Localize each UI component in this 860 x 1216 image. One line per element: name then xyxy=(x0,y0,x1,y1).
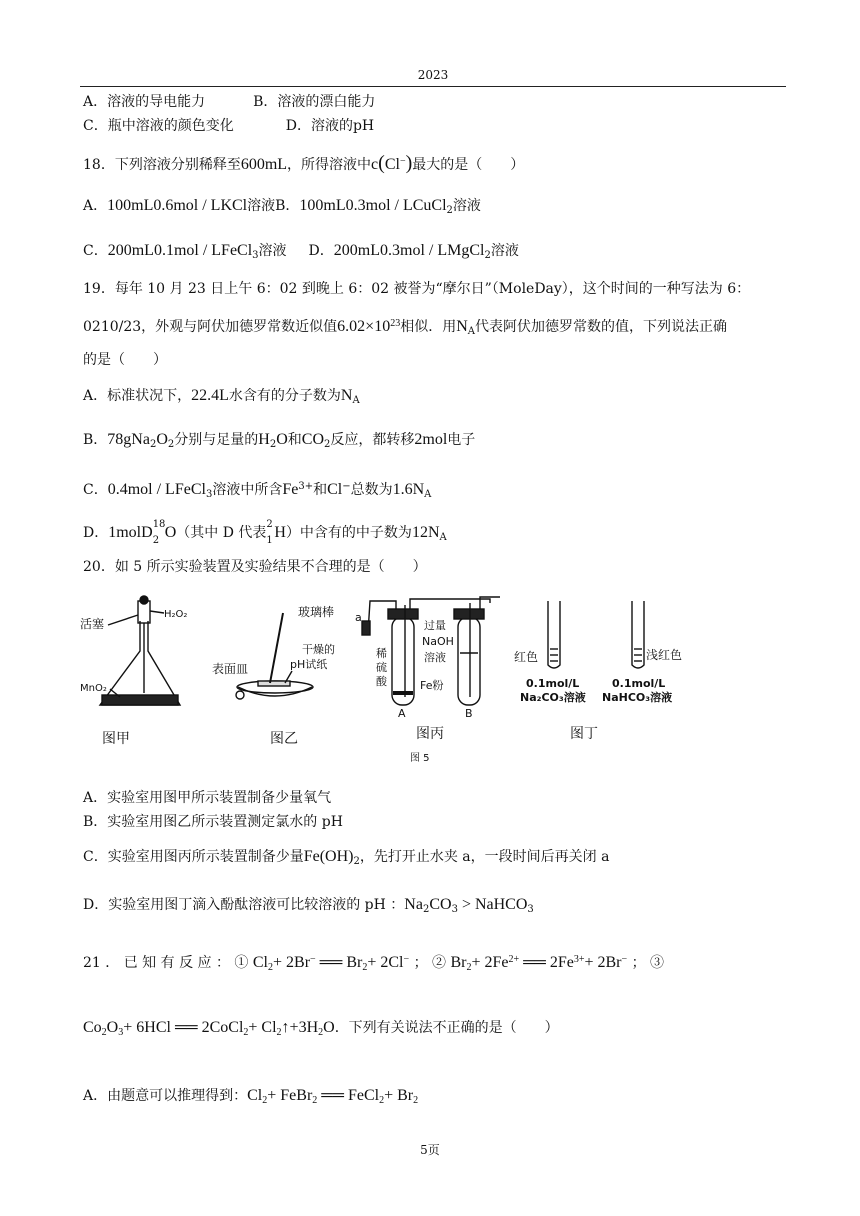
q19-na: N xyxy=(456,318,468,335)
q20-option-c[interactable]: C．实验室用图丙所示装置制备少量$Fe(OH)_2$，先打开止水夹 a，一段时间后再关闭 a xyxy=(83,848,610,867)
q20-d-gt: > NaHCO xyxy=(457,896,528,913)
q19-b-h: H xyxy=(258,431,270,448)
header-year: 2023 xyxy=(417,68,449,82)
q20-option-d[interactable]: D．实验室用图丁滴入酚酞溶液可比较溶液的 pH ：$Na_2CO_3$ > NaHCO$_3$ xyxy=(83,896,534,915)
q18-b-formula: 100mL0.3mol / LCuCl xyxy=(299,197,447,214)
q18-conc-expr: c(Cl−) xyxy=(371,152,413,174)
q19-b-mol: 2mol xyxy=(414,431,448,448)
label-mno2: MnO₂ xyxy=(80,683,107,694)
q19-b-val: 78gNa xyxy=(107,431,150,448)
q19-line2-post: 代表阿伏加德罗常数的值，下列说法正确 xyxy=(475,319,727,335)
q19-d-h: H xyxy=(274,524,286,541)
q18-a-post: 溶液 xyxy=(247,198,276,214)
q17-option-a[interactable]: A．溶液的导电能力 xyxy=(83,94,206,110)
q19-a-pre: A．标准状况下， xyxy=(83,388,192,404)
q20-d-f1: Na xyxy=(404,896,423,913)
q18-d-label: D． xyxy=(308,243,334,259)
q19-a-na: N xyxy=(340,387,353,404)
q20-c-formula: Fe(OH) xyxy=(303,848,354,865)
q17-row-ab xyxy=(83,92,375,112)
q20-option-b[interactable]: B．实验室用图乙所示装置测定氯水的 pH xyxy=(83,814,343,830)
q19-stem-line1: 19．每年 10 月 23 日上午 6：02 到晚上 6：02 被誉为“摩尔日”（MoleDay），这个时间的一种写法为 6： xyxy=(83,281,751,297)
q19-d-val: 1molD xyxy=(108,524,153,541)
label-dry: 干燥的 xyxy=(302,643,335,656)
q19-b-t4: 电子 xyxy=(447,432,476,448)
q18-row-cd xyxy=(83,241,519,266)
label-nahco3: NaHCO₃溶液 xyxy=(602,691,673,704)
q19-d-sup: 18 xyxy=(152,519,166,530)
q19-c-cl: Cl xyxy=(327,481,343,498)
q18-row-ab xyxy=(83,196,481,221)
q19-d-pre: D． xyxy=(83,525,109,541)
q21-reaction-1: $Cl_2+ 2Br^-$ ══ $Br_2+ 2Cl^-$ xyxy=(252,954,410,973)
caption-bing: 图丙 xyxy=(416,726,444,742)
q21-stem-post: ．下列有关说法不正确的是（ ） xyxy=(334,1020,559,1036)
q21-stem-line2 xyxy=(83,1018,559,1043)
q19-c-fesup: 3+ xyxy=(298,481,314,492)
q19-b-t1: 分别与足量的 xyxy=(174,432,259,448)
q18-c: c xyxy=(371,156,379,173)
q20-d-pre: D．实验室用图丁滴入酚酞溶液可比较溶液的 pH ： xyxy=(83,897,405,913)
q18-a-formula: 100mL0.6mol / LKCl xyxy=(107,197,248,214)
q21-pre: 21 ． 已 知 有 反 应 ： ① xyxy=(83,955,249,971)
label-clip-a: a xyxy=(355,611,362,624)
q19-d-o: O xyxy=(164,524,177,541)
page-header xyxy=(80,68,786,87)
q18-stem-text: 18．下列溶液分别稀释至 xyxy=(83,157,241,173)
q21-a-pre: A．由题意可以推理得到： xyxy=(83,1088,248,1104)
q19-b-t3: 反应，都转移 xyxy=(330,432,415,448)
q18-c-formula: 200mL0.1mol / LFeCl xyxy=(107,242,253,259)
q18-d-post: 溶液 xyxy=(490,243,519,259)
label-acid-1: 稀 xyxy=(376,647,387,660)
q19-stem-line3: 的是（ ） xyxy=(83,352,167,368)
q17-option-c[interactable]: C．瓶中溶液的颜色变化 xyxy=(83,118,234,134)
q21-stem-line1 xyxy=(83,950,664,978)
q19-option-d[interactable]: D．1molD 18 2 O（其中 D 代表 2 1 H）中含有的中子数为$12N_A$ xyxy=(83,523,447,548)
q19-d-na: 12N xyxy=(411,524,440,541)
q19-b-pre: B． xyxy=(83,432,108,448)
apparatus-ding xyxy=(514,601,682,742)
q20-option-a[interactable]: A．实验室用图甲所示装置制备少量氧气 xyxy=(83,790,332,806)
label-conc-2: 0.1mol/L xyxy=(612,677,666,690)
label-h2o2: H₂O₂ xyxy=(164,609,188,620)
q19-option-a[interactable]: A．标准状况下，22.4L水含有的分子数为$N_A$ xyxy=(83,387,360,406)
q18-c-post: 溶液 xyxy=(258,243,287,259)
q19-c-fe: Fe xyxy=(282,481,299,498)
q21-reaction-2: $Br_2+ 2Fe^{2+}$ ══ $2Fe^{3+}+ 2Br^-$ xyxy=(450,954,628,973)
q19-option-b[interactable]: B．$78gNa_2O_2$分别与足量的$H_2O$和$CO_2$反应，都转移2mol电子 xyxy=(83,431,476,450)
q19-d-t2: ）中含有的中子数为 xyxy=(285,525,412,541)
q17-option-d[interactable]: D．溶液的pH xyxy=(285,118,375,134)
label-excess: 过量 xyxy=(424,619,446,632)
q19-c-t1: 溶液中所含 xyxy=(212,482,283,498)
figure-number: 图 5 xyxy=(410,753,430,764)
q18-a-label: A． xyxy=(83,198,108,214)
q19-avogadro-value xyxy=(337,318,400,335)
q18-option-a[interactable] xyxy=(83,198,275,214)
q19-line2-mid: 相似．用 xyxy=(400,319,457,335)
q20-c-pre: C．实验室用图丙所示装置制备少量 xyxy=(83,849,304,865)
label-acid-2: 硫 xyxy=(376,661,387,674)
caption-yi: 图乙 xyxy=(270,731,298,747)
q19-exp: 23 xyxy=(390,318,401,329)
q21-reaction-3: $Co_2O_3+ 6HCl$ ══ 2CoCl$_2$+ $Cl_2↑+3H_2O$ xyxy=(83,1019,335,1038)
q19-a-val: 22.4L xyxy=(191,387,229,404)
q19-c-pre: C． xyxy=(83,482,108,498)
q20-c-post: ，先打开止水夹 a，一段时间后再关闭 a xyxy=(359,849,610,865)
q18-stem xyxy=(83,152,524,175)
q19-option-c[interactable]: C．0.4mol / LFeCl$_3$溶液中所含$Fe^{3+}$和Cl−总数为$1.6N_A$ xyxy=(83,481,432,500)
q19-c-t3: 总数为 xyxy=(350,482,393,498)
label-tube-a: A xyxy=(398,707,406,720)
q19-b-t2: 和 xyxy=(287,432,302,448)
label-na2co3: Na₂CO₃溶液 xyxy=(520,691,586,704)
apparatus-bing xyxy=(355,597,500,764)
caption-jia: 图甲 xyxy=(102,731,130,747)
q19-b-o: O xyxy=(156,431,168,448)
q18-stem-mid: ，所得溶液中 xyxy=(287,157,372,173)
label-ph-paper: pH试纸 xyxy=(290,658,328,671)
q21-sep1: ； ② xyxy=(413,955,447,971)
q19-num: 6.02×10 xyxy=(337,318,391,335)
q18-b-label: B． xyxy=(275,198,300,214)
label-acid-3: 酸 xyxy=(376,675,387,688)
q19-c-na: 1.6N xyxy=(392,481,425,498)
label-light-red: 浅红色 xyxy=(646,648,683,662)
q19-b-o2: O xyxy=(276,431,288,448)
label-watch-glass: 表面皿 xyxy=(212,662,249,676)
q18-volume: 600mL xyxy=(240,156,288,173)
caption-ding: 图丁 xyxy=(570,726,598,742)
label-conc-1: 0.1mol/L xyxy=(526,677,580,690)
q19-c-val: 0.4mol / LFeCl xyxy=(107,481,206,498)
apparatus-jia xyxy=(80,596,187,747)
q20-d-f2: CO xyxy=(429,896,452,913)
q18-option-d[interactable]: D．200mL0.3mol / LMgCl$_2$溶液 xyxy=(308,242,519,261)
q19-b-co: CO xyxy=(301,431,324,448)
label-glass-rod: 玻璃棒 xyxy=(298,605,335,619)
q19-c-t2: 和 xyxy=(313,482,328,498)
q18-c-label: C． xyxy=(83,243,108,259)
page-number: 5页 xyxy=(420,1143,440,1157)
q21-option-a[interactable] xyxy=(83,1086,418,1111)
q20-stem: 20．如 5 所示实验装置及实验结果不合理的是（ ） xyxy=(83,559,427,575)
label-red: 红色 xyxy=(514,650,539,664)
q17-row-cd xyxy=(83,116,374,136)
q18-option-c[interactable]: C．200mL0.1mol / LFeCl$_3$溶液 xyxy=(83,242,287,261)
q21-a-reaction: $Cl_2+$ FeBr$_2$ ══ FeCl$_2$+ $Br_2$ xyxy=(247,1087,419,1106)
label-fe-powder: Fe粉 xyxy=(420,679,444,692)
q19-stem-line2 xyxy=(83,314,727,342)
label-naoh: NaOH xyxy=(422,635,454,648)
q18-ion: Cl xyxy=(384,156,400,173)
apparatus-yi xyxy=(212,604,335,747)
q18-option-b[interactable]: B．100mL0.3mol / LCuCl$_2$溶液 xyxy=(275,197,481,216)
q18-b-post: 溶液 xyxy=(452,198,481,214)
label-valve: 活塞 xyxy=(80,617,105,631)
q19-a-mid: 水含有的分子数为 xyxy=(228,388,341,404)
q21-sep2: ； ③ xyxy=(631,955,665,971)
q19-d-t1: （其中 D 代表 xyxy=(176,525,267,541)
q19-d-isotope: 18 2 xyxy=(153,527,165,537)
figure-5 xyxy=(80,593,720,773)
q19-na-sub: A xyxy=(467,326,475,337)
label-solution: 溶液 xyxy=(424,651,446,664)
q17-option-b[interactable]: B．溶液的漂白能力 xyxy=(253,94,376,110)
q18-d-formula: 200mL0.3mol / LMgCl xyxy=(333,242,485,259)
q19-line2-pre: 0210/23，外观与阿伏加德罗常数近似值 xyxy=(83,319,338,335)
q19-d-nuclide: 2 1 xyxy=(266,519,273,546)
label-tube-b: B xyxy=(465,707,473,720)
q18-stem-post: 最大的是（ ） xyxy=(412,157,525,173)
